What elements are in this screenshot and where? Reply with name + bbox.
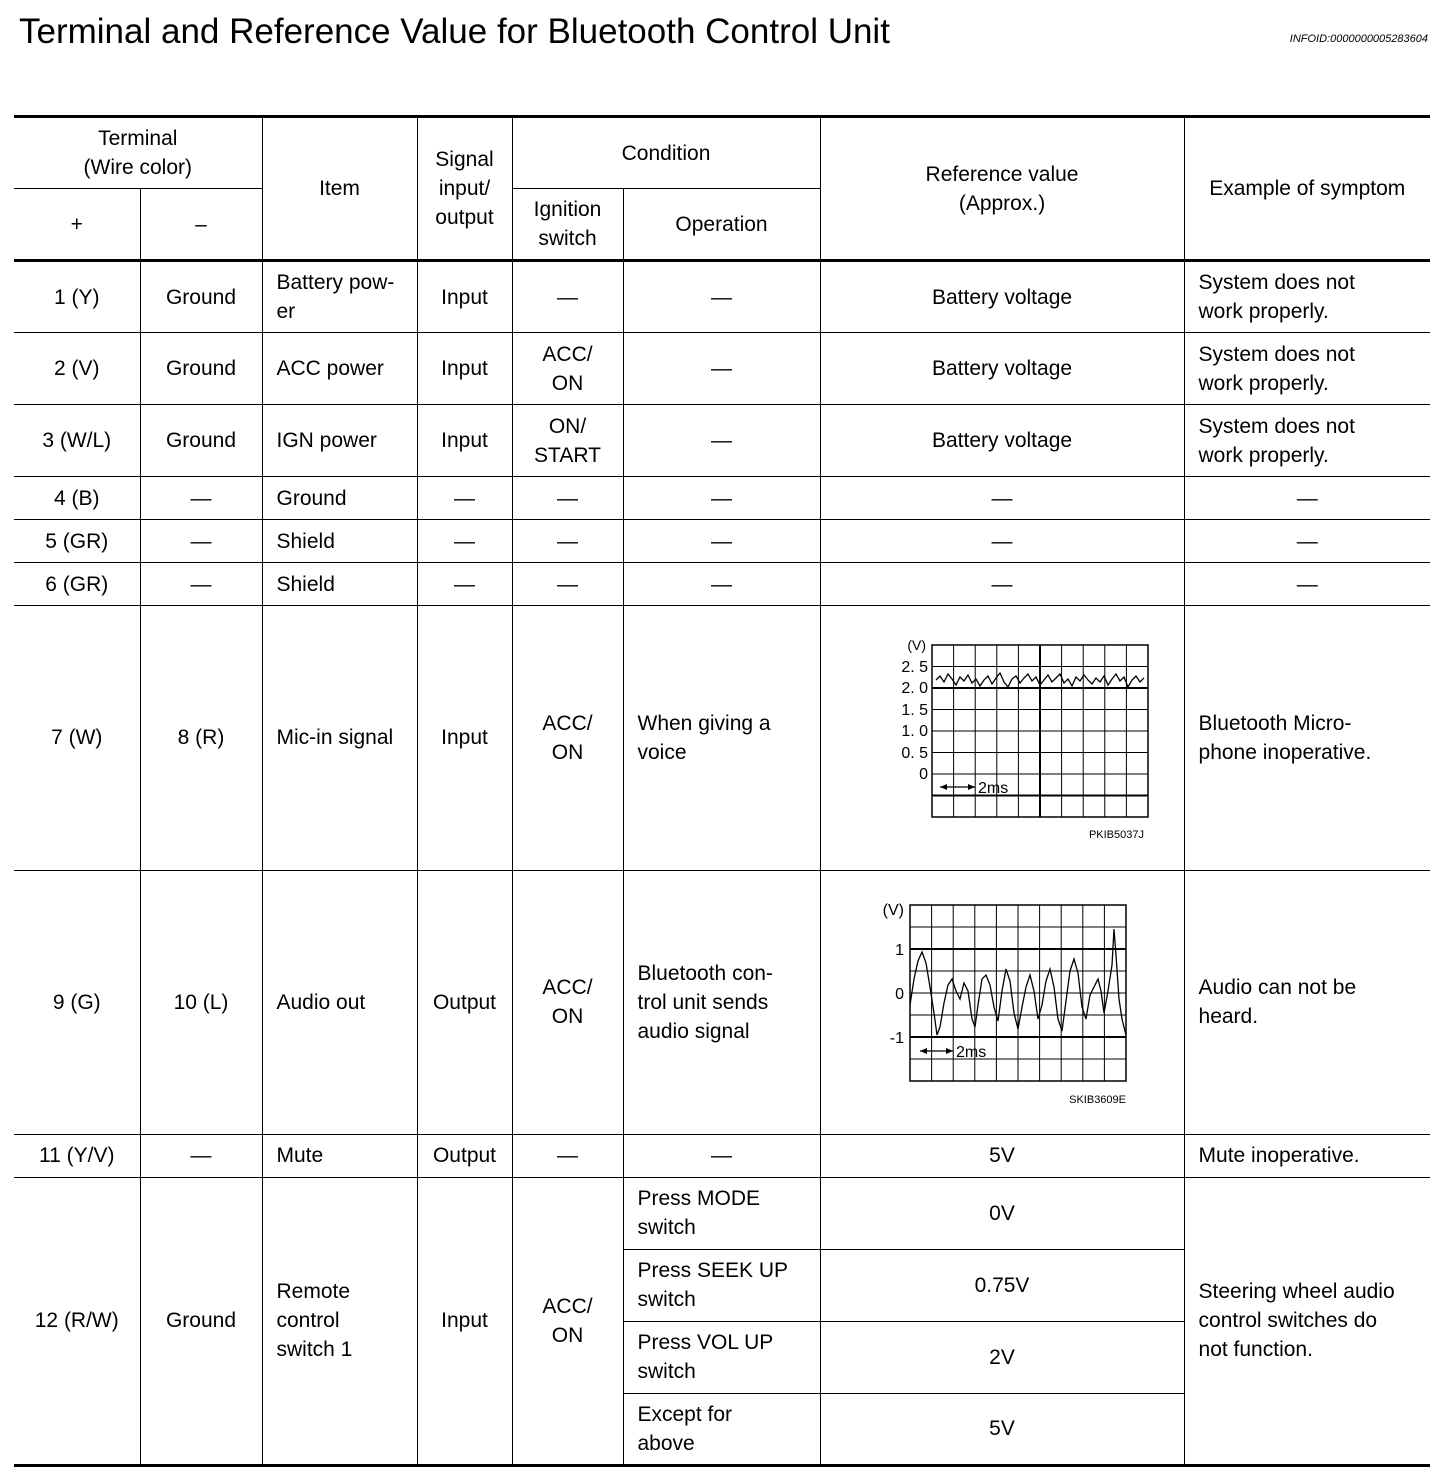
waveform-tick-label: 1. 5	[901, 702, 929, 720]
operation-cell: —	[623, 261, 820, 333]
item-cell: Battery pow- er	[262, 261, 417, 333]
header-terminal: Terminal (Wire color)	[14, 117, 262, 189]
io-cell: Input	[417, 333, 512, 405]
io-cell: Input	[417, 261, 512, 333]
header-ignition-switch: Ignition switch	[512, 189, 623, 261]
io-cell: Input	[417, 606, 512, 870]
waveform-grid	[932, 645, 1148, 817]
reference-cell: 5V	[820, 1134, 1184, 1177]
header-operation: Operation	[623, 189, 820, 261]
item-cell: Shield	[262, 520, 417, 563]
waveform-grid	[910, 905, 1126, 1081]
symptom-cell: System does not work properly.	[1184, 405, 1430, 477]
io-cell: Input	[417, 405, 512, 477]
table-row	[14, 606, 1430, 870]
table-row	[14, 405, 1430, 477]
io-cell: —	[417, 477, 512, 520]
operation-cell: Except for above	[623, 1393, 820, 1465]
item-cell: Remote control switch 1	[262, 1177, 417, 1465]
waveform-unit-label: (V)	[907, 637, 927, 654]
reference-cell: —	[820, 520, 1184, 563]
info-id: INFOID:0000000005283604	[1289, 33, 1428, 45]
header-signal-io: Signal input/ output	[417, 117, 512, 261]
symptom-cell: Mute inoperative.	[1184, 1134, 1430, 1177]
item-cell: Ground	[262, 477, 417, 520]
terminal-minus: 10 (L)	[140, 870, 262, 1134]
page-title: Terminal and Reference Value for Bluetooth Control Unit	[19, 12, 890, 51]
reference-cell: Battery voltage	[820, 405, 1184, 477]
terminal-minus: Ground	[140, 405, 262, 477]
operation-cell: Bluetooth con- trol unit sends audio signal	[623, 870, 820, 1134]
reference-cell: —	[820, 477, 1184, 520]
reference-cell: 0V	[820, 1177, 1184, 1249]
operation-cell: Press SEEK UP switch	[623, 1249, 820, 1321]
ignition-cell: —	[512, 261, 623, 333]
table-row	[14, 1177, 1430, 1249]
symptom-cell: —	[1184, 520, 1430, 563]
time-division-marker	[940, 784, 975, 790]
item-cell: ACC power	[262, 333, 417, 405]
operation-cell: —	[623, 563, 820, 606]
waveform-tick-label: 0	[895, 985, 905, 1003]
table-row	[14, 870, 1430, 1134]
terminal-minus: 8 (R)	[140, 606, 262, 870]
header-symptom: Example of symptom	[1184, 117, 1430, 261]
time-division-marker	[920, 1048, 953, 1054]
item-cell: Mic-in signal	[262, 606, 417, 870]
table-row	[14, 261, 1430, 333]
ignition-cell: —	[512, 563, 623, 606]
header-plus: +	[14, 189, 140, 261]
ignition-cell: —	[512, 477, 623, 520]
reference-cell: 5V	[820, 1393, 1184, 1465]
terminal-minus: —	[140, 520, 262, 563]
reference-cell	[820, 606, 1184, 870]
symptom-cell: Bluetooth Micro- phone inoperative.	[1184, 606, 1430, 870]
header-minus: –	[140, 189, 262, 261]
waveform-tick-label: 0	[919, 766, 929, 784]
terminal-plus: 5 (GR)	[14, 520, 140, 563]
operation-cell: When giving a voice	[623, 606, 820, 870]
operation-cell: Press MODE switch	[623, 1177, 820, 1249]
io-cell: —	[417, 520, 512, 563]
ignition-cell: ACC/ ON	[512, 870, 623, 1134]
operation-cell: —	[623, 477, 820, 520]
io-cell: Output	[417, 870, 512, 1134]
header-reference-value: Reference value (Approx.)	[820, 117, 1184, 261]
symptom-cell: Audio can not be heard.	[1184, 870, 1430, 1134]
reference-cell	[820, 870, 1184, 1134]
reference-cell: Battery voltage	[820, 333, 1184, 405]
reference-cell: Battery voltage	[820, 261, 1184, 333]
terminal-minus: Ground	[140, 261, 262, 333]
terminal-plus: 7 (W)	[14, 606, 140, 870]
time-division-label: 2ms	[956, 1043, 987, 1061]
time-division-label: 2ms	[978, 780, 1009, 798]
header-item: Item	[262, 117, 417, 261]
operation-cell: —	[623, 405, 820, 477]
terminal-plus: 4 (B)	[14, 477, 140, 520]
terminal-plus: 11 (Y/V)	[14, 1134, 140, 1177]
ignition-cell: ACC/ ON	[512, 606, 623, 870]
waveform-tick-label: 1	[895, 941, 905, 959]
figure-code: SKIB3609E	[1069, 1093, 1127, 1106]
figure-code: PKIB5037J	[1088, 829, 1145, 842]
terminal-plus: 6 (GR)	[14, 563, 140, 606]
terminal-minus: —	[140, 477, 262, 520]
waveform-tick-label: -1	[889, 1029, 905, 1047]
io-cell: —	[417, 563, 512, 606]
operation-cell: —	[623, 1134, 820, 1177]
item-cell: Mute	[262, 1134, 417, 1177]
ignition-cell: ACC/ ON	[512, 1177, 623, 1465]
waveform-tick-label: 1. 0	[901, 723, 929, 741]
item-cell: Audio out	[262, 870, 417, 1134]
operation-cell: —	[623, 333, 820, 405]
waveform-tick-label: 2. 0	[901, 680, 929, 698]
terminal-minus: —	[140, 1134, 262, 1177]
reference-cell: 2V	[820, 1321, 1184, 1393]
terminal-plus: 1 (Y)	[14, 261, 140, 333]
terminal-minus: Ground	[140, 1177, 262, 1465]
waveform-unit-label: (V)	[882, 901, 905, 919]
symptom-cell: System does not work properly.	[1184, 261, 1430, 333]
waveform-tick-label: 0. 5	[901, 745, 929, 763]
table-row	[14, 563, 1430, 606]
symptom-cell: —	[1184, 477, 1430, 520]
item-cell: IGN power	[262, 405, 417, 477]
mic-waveform-chart	[852, 630, 1152, 845]
terminal-plus: 12 (R/W)	[14, 1177, 140, 1465]
terminal-plus: 3 (W/L)	[14, 405, 140, 477]
terminal-reference-table	[14, 115, 1430, 1467]
waveform-tick-label: 2. 5	[901, 659, 929, 677]
ignition-cell: —	[512, 520, 623, 563]
table-row	[14, 333, 1430, 405]
symptom-cell: Steering wheel audio control switches do not function.	[1184, 1177, 1430, 1465]
operation-cell: —	[623, 520, 820, 563]
terminal-minus: Ground	[140, 333, 262, 405]
terminal-minus: —	[140, 563, 262, 606]
table-row	[14, 520, 1430, 563]
header-condition: Condition	[512, 117, 820, 189]
ignition-cell: ON/ START	[512, 405, 623, 477]
operation-cell: Press VOL UP switch	[623, 1321, 820, 1393]
item-cell: Shield	[262, 563, 417, 606]
ignition-cell: ACC/ ON	[512, 333, 623, 405]
symptom-cell: —	[1184, 563, 1430, 606]
audio-waveform-chart	[852, 895, 1152, 1110]
io-cell: Input	[417, 1177, 512, 1465]
table-row	[14, 1134, 1430, 1177]
io-cell: Output	[417, 1134, 512, 1177]
reference-cell: 0.75V	[820, 1249, 1184, 1321]
reference-cell: —	[820, 563, 1184, 606]
symptom-cell: System does not work properly.	[1184, 333, 1430, 405]
ignition-cell: —	[512, 1134, 623, 1177]
table-row	[14, 477, 1430, 520]
terminal-plus: 2 (V)	[14, 333, 140, 405]
terminal-plus: 9 (G)	[14, 870, 140, 1134]
